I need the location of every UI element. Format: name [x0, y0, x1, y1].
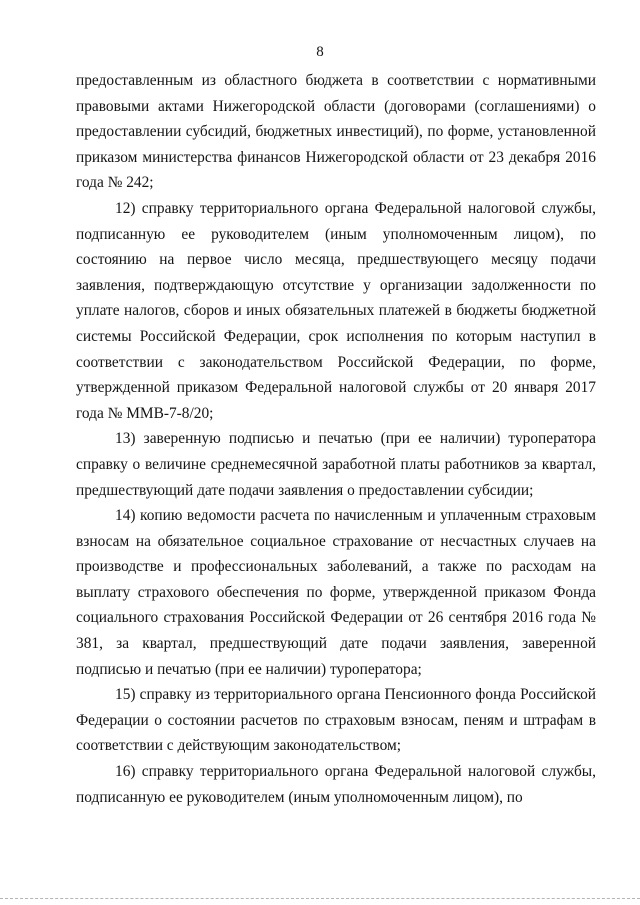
paragraph-item-14: 14) копию ведомости расчета по начисленным и уплаченным страховым взносам на обязательное социальное страхование от несчастных случаев на производстве и профессиональных заболеваний, а также по расходам на выплату страхового обеспечения по форме, утвержденной приказом Фонда социального страхования Российской Федерации от 26 сентября 2016 года № 381, за квартал, предшествующий дате подачи заявления, заверенной подписью и печатью (при ее наличии) туроператора;: [76, 507, 596, 678]
paragraph-item-16: 16) справку территориального органа Федеральной налоговой службы, подписанную ее руководителем (иным уполномоченным лицом), по: [76, 763, 596, 806]
scan-bottom-edge: [0, 898, 640, 899]
paragraph-item-15: 15) справку из территориального органа Пенсионного фонда Российской Федерации о состоянии расчетов по страховым взносам, пеням и штрафам в соответствии с действующим законодательством;: [76, 686, 596, 755]
body-text: [76, 68, 596, 810]
paragraph-item-13: 13) заверенную подписью и печатью (при ее наличии) туроператора справку о величине среднемесячной заработной платы работников за квартал, предшествующий дате подачи заявления о предоставлении субсидии;: [76, 430, 596, 499]
paragraph-continuation: предоставленным из областного бюджета в соответствии с нормативными правовыми актами Нижегородской области (договорами (соглашениями) о предоставлении субсидий, бюджетных инвестиций), по форме, установленной приказом министерства финансов Нижегородской области от 23 декабря 2016 года № 242;: [76, 72, 596, 192]
paragraph-item-12: 12) справку территориального органа Федеральной налоговой службы, подписанную ее руководителем (иным уполномоченным лицом), по состоянию на первое число месяца, предшествующего месяцу подачи заявления, подтверждающую отсутствие у организации задолженности по уплате налогов, сборов и иных обязательных платежей в бюджеты бюджетной системы Российской Федерации, срок исполнения по которым наступил в соответствии с законодательством Российской Федерации, по форме, утвержденной приказом Федеральной налоговой службы от 20 января 2017 года № ММВ-7-8/20;: [76, 199, 596, 422]
page-number: 8: [316, 44, 324, 60]
